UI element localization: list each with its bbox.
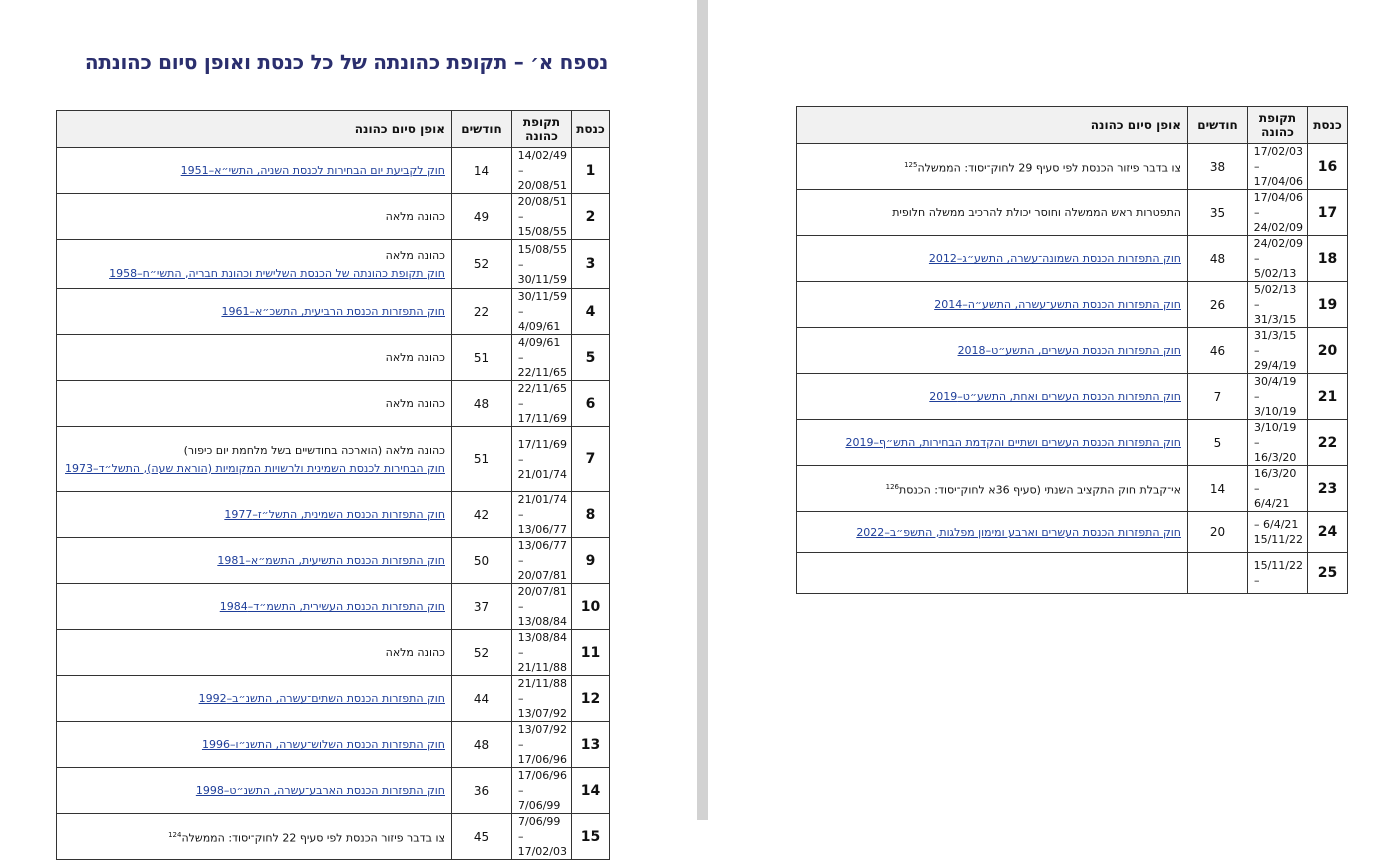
end-method bbox=[57, 427, 452, 492]
end-method bbox=[797, 553, 1188, 594]
header-months: חודשים bbox=[1188, 107, 1248, 144]
end-method bbox=[57, 240, 452, 289]
knesset-number: 15 bbox=[572, 814, 610, 860]
term-months: 48 bbox=[1188, 236, 1248, 282]
term-months: 36 bbox=[452, 768, 512, 814]
term-start: 13/06/77 – bbox=[517, 539, 567, 567]
term-end: 17/06/96 bbox=[517, 753, 567, 766]
end-method-label: צו בדבר פיזור הכנסת לפי סעיף 22 לחוק־יסוד: הממשלה bbox=[181, 831, 445, 845]
term-period bbox=[512, 722, 572, 768]
law-link[interactable] bbox=[801, 297, 1181, 312]
footnote-ref: 126 bbox=[885, 482, 899, 491]
term-period bbox=[1248, 190, 1308, 236]
term-end: 13/08/84 bbox=[517, 615, 567, 628]
header-period: תקופת כהונה bbox=[512, 111, 572, 148]
term-period bbox=[512, 240, 572, 289]
term-start: 16/3/20 – bbox=[1254, 467, 1297, 495]
term-months bbox=[1188, 553, 1248, 594]
term-end: 4/09/61 bbox=[518, 320, 561, 333]
term-end: 17/02/03 bbox=[517, 845, 567, 858]
end-method-label: חוק התפזרות הכנסת הרביעית, התשכ״א–1961 bbox=[221, 305, 445, 318]
term-start: 31/3/15 – bbox=[1254, 329, 1297, 357]
page-gutter bbox=[697, 0, 708, 820]
term-start: 30/11/59 – bbox=[517, 290, 567, 318]
end-method bbox=[57, 584, 452, 630]
right-page bbox=[708, 0, 1400, 820]
end-method-text bbox=[801, 205, 1181, 220]
end-method-label: התפטרות ראש הממשלה וחוסר יכולת להרכיב ממשלה חלופית bbox=[892, 206, 1181, 219]
footnote-ref: 125 bbox=[904, 160, 918, 169]
term-end: 15/11/22 bbox=[1253, 533, 1303, 546]
end-method bbox=[57, 289, 452, 335]
term-end: 20/08/51 bbox=[517, 179, 567, 192]
end-method-label: חוק התפזרות הכנסת העשרים וארבע ומימון מפלגות, התשפ״ב–2022 bbox=[856, 525, 1181, 539]
end-method bbox=[57, 381, 452, 427]
term-period bbox=[512, 289, 572, 335]
term-months: 52 bbox=[452, 630, 512, 676]
knesset-number: 23 bbox=[1308, 466, 1348, 512]
table-row bbox=[57, 814, 610, 860]
table-row bbox=[57, 194, 610, 240]
header-knesset: כנסת bbox=[1308, 107, 1348, 144]
end-method bbox=[57, 492, 452, 538]
table-row bbox=[57, 584, 610, 630]
table-row bbox=[797, 190, 1348, 236]
law-link[interactable] bbox=[61, 266, 445, 281]
knesset-number: 10 bbox=[572, 584, 610, 630]
term-months: 20 bbox=[1188, 512, 1248, 553]
term-end: 5/02/13 bbox=[1254, 267, 1297, 280]
term-months: 46 bbox=[1188, 328, 1248, 374]
knesset-number: 3 bbox=[572, 240, 610, 289]
term-months: 7 bbox=[1188, 374, 1248, 420]
term-period bbox=[512, 584, 572, 630]
knesset-number: 17 bbox=[1308, 190, 1348, 236]
law-link[interactable] bbox=[61, 599, 445, 614]
knesset-number: 14 bbox=[572, 768, 610, 814]
term-period bbox=[512, 427, 572, 492]
term-end: 17/11/69 bbox=[517, 412, 567, 425]
term-period bbox=[512, 676, 572, 722]
term-period bbox=[1248, 374, 1308, 420]
term-end: 22/11/65 bbox=[517, 366, 567, 379]
table-row bbox=[57, 492, 610, 538]
end-method-text bbox=[61, 828, 445, 846]
term-months: 37 bbox=[452, 584, 512, 630]
term-period bbox=[1248, 553, 1308, 594]
term-months: 51 bbox=[452, 335, 512, 381]
knesset-number: 12 bbox=[572, 676, 610, 722]
end-method-label: כהונה מלאה bbox=[385, 210, 445, 223]
term-start: 13/08/84 – bbox=[517, 631, 567, 659]
knesset-number: 9 bbox=[572, 538, 610, 584]
knesset-number: 11 bbox=[572, 630, 610, 676]
table-row bbox=[57, 630, 610, 676]
header-end-method: אופן סיום כהונה bbox=[57, 111, 452, 148]
knesset-number: 21 bbox=[1308, 374, 1348, 420]
knesset-number: 4 bbox=[572, 289, 610, 335]
end-method bbox=[797, 190, 1188, 236]
law-link[interactable] bbox=[61, 737, 445, 752]
table-header-row bbox=[797, 107, 1348, 144]
term-period bbox=[512, 538, 572, 584]
term-start: 4/09/61 – bbox=[518, 336, 561, 364]
term-end: 20/07/81 bbox=[517, 569, 567, 582]
table-row bbox=[57, 768, 610, 814]
term-start: 14/02/49 – bbox=[517, 149, 567, 177]
footnote-ref: 124 bbox=[168, 830, 182, 839]
law-link[interactable] bbox=[801, 251, 1181, 266]
term-months: 52 bbox=[452, 240, 512, 289]
term-months: 44 bbox=[452, 676, 512, 722]
knesset-number: 6 bbox=[572, 381, 610, 427]
end-method-label: כהונה מלאה (הוארכה בחודשיים בשל מלחמת יום כיפור) bbox=[183, 443, 445, 457]
term-end: 15/08/55 bbox=[517, 225, 567, 238]
term-months: 14 bbox=[452, 148, 512, 194]
term-months: 49 bbox=[452, 194, 512, 240]
term-end: 17/04/06 bbox=[1253, 175, 1303, 188]
end-method bbox=[57, 335, 452, 381]
end-method-text bbox=[61, 209, 445, 224]
term-end: 21/01/74 bbox=[517, 467, 567, 481]
knesset-number: 2 bbox=[572, 194, 610, 240]
law-link[interactable] bbox=[61, 461, 445, 476]
term-period bbox=[512, 194, 572, 240]
table-row bbox=[57, 148, 610, 194]
knesset-table-left bbox=[56, 110, 610, 860]
law-link[interactable] bbox=[61, 553, 445, 568]
end-method-label: חוק התפזרות הכנסת העשרים ואחת, התשע״ט–2019 bbox=[929, 390, 1181, 403]
term-end: 13/07/92 bbox=[517, 707, 567, 720]
table-row bbox=[57, 289, 610, 335]
table-row bbox=[57, 722, 610, 768]
term-period bbox=[512, 335, 572, 381]
end-method-label: חוק התפזרות הכנסת השמונה־עשרה, התשע״ג–2012 bbox=[928, 252, 1181, 265]
term-months: 5 bbox=[1188, 420, 1248, 466]
term-period bbox=[1248, 466, 1308, 512]
end-method bbox=[797, 328, 1188, 374]
term-start: 15/11/22 – bbox=[1253, 559, 1303, 587]
table-row bbox=[57, 676, 610, 722]
term-end: 30/11/59 bbox=[517, 272, 567, 286]
term-period bbox=[1248, 328, 1308, 374]
header-knesset: כנסת bbox=[572, 111, 610, 148]
knesset-number: 1 bbox=[572, 148, 610, 194]
knesset-number: 24 bbox=[1308, 512, 1348, 553]
term-start: 20/07/81 – bbox=[517, 585, 567, 613]
table-row bbox=[797, 236, 1348, 282]
knesset-number: 7 bbox=[572, 427, 610, 492]
term-period bbox=[1248, 512, 1308, 553]
end-method-label: חוק התפזרות הכנסת התשיעית, התשמ״א–1981 bbox=[217, 554, 445, 567]
end-method-label: חוק התפזרות הכנסת השמינית, התשל״ז–1977 bbox=[224, 508, 445, 521]
term-months: 48 bbox=[452, 722, 512, 768]
end-method-label: חוק התפזרות הכנסת השתים־עשרה, התשנ״ב–1992 bbox=[198, 692, 445, 705]
term-end: 31/3/15 bbox=[1254, 313, 1297, 326]
knesset-number: 25 bbox=[1308, 553, 1348, 594]
term-months: 22 bbox=[452, 289, 512, 335]
term-end: 13/06/77 bbox=[517, 523, 567, 536]
knesset-number: 22 bbox=[1308, 420, 1348, 466]
header-end-method: אופן סיום כהונה bbox=[797, 107, 1188, 144]
end-method bbox=[797, 420, 1188, 466]
end-method-label: כהונה מלאה bbox=[385, 646, 445, 659]
term-start: 7/06/99 – bbox=[518, 815, 561, 843]
end-method bbox=[797, 512, 1188, 553]
term-months: 50 bbox=[452, 538, 512, 584]
end-method bbox=[797, 374, 1188, 420]
end-method-text bbox=[61, 396, 445, 411]
term-period bbox=[512, 814, 572, 860]
term-period bbox=[512, 630, 572, 676]
term-start: 17/06/96 – bbox=[517, 769, 567, 797]
term-start: 17/11/69 – bbox=[517, 437, 567, 466]
end-method bbox=[797, 144, 1188, 190]
end-method bbox=[57, 194, 452, 240]
term-start: 21/01/74 – bbox=[517, 493, 567, 521]
knesset-number: 5 bbox=[572, 335, 610, 381]
term-period bbox=[512, 492, 572, 538]
end-method bbox=[797, 466, 1188, 512]
end-method-label: כהונה מלאה bbox=[385, 397, 445, 410]
term-end: 6/4/21 bbox=[1254, 497, 1290, 510]
knesset-number: 18 bbox=[1308, 236, 1348, 282]
term-months: 48 bbox=[452, 381, 512, 427]
table-body-right bbox=[797, 144, 1348, 594]
end-method-text bbox=[61, 645, 445, 660]
term-end: 7/06/99 bbox=[518, 799, 561, 812]
end-method-text bbox=[61, 350, 445, 365]
end-method bbox=[57, 630, 452, 676]
term-end: 24/02/09 bbox=[1253, 221, 1303, 234]
law-link[interactable] bbox=[61, 691, 445, 706]
term-months: 38 bbox=[1188, 144, 1248, 190]
table-row bbox=[797, 553, 1348, 594]
term-start: 13/07/92 – bbox=[517, 723, 567, 751]
end-method-label: כהונה מלאה bbox=[385, 351, 445, 364]
table-row bbox=[797, 328, 1348, 374]
term-start: 17/02/03 – bbox=[1253, 145, 1303, 173]
term-months: 42 bbox=[452, 492, 512, 538]
term-start: 20/08/51 – bbox=[517, 195, 567, 223]
end-method-label: חוק תקופת כהונתה של הכנסת השלישית וכהונת חבריה, התשי״ח–1958 bbox=[109, 266, 445, 280]
term-start: 30/4/19 – bbox=[1254, 375, 1297, 403]
table-row bbox=[797, 420, 1348, 466]
knesset-number: 16 bbox=[1308, 144, 1348, 190]
term-end: 21/11/88 bbox=[517, 661, 567, 674]
term-end: 16/3/20 bbox=[1254, 451, 1297, 464]
knesset-number: 20 bbox=[1308, 328, 1348, 374]
end-method-text bbox=[61, 248, 445, 263]
term-period bbox=[512, 381, 572, 427]
end-method-label: חוק התפזרות הכנסת הארבע־עשרה, התשנ״ט–1998 bbox=[195, 784, 445, 797]
table-row bbox=[797, 282, 1348, 328]
table-body-left bbox=[57, 148, 610, 860]
end-method-text bbox=[801, 158, 1181, 176]
end-method-label: צו בדבר פיזור הכנסת לפי סעיף 29 לחוק־יסוד: הממשלה bbox=[917, 161, 1181, 175]
knesset-number: 8 bbox=[572, 492, 610, 538]
term-months: 26 bbox=[1188, 282, 1248, 328]
end-method-label: חוק התפזרות הכנסת העשרים ושתיים והקדמת הבחירות, התש״ף–2019 bbox=[845, 436, 1181, 449]
term-months: 14 bbox=[1188, 466, 1248, 512]
term-months: 45 bbox=[452, 814, 512, 860]
end-method bbox=[57, 768, 452, 814]
law-link[interactable] bbox=[801, 343, 1181, 358]
law-link[interactable] bbox=[801, 525, 1181, 540]
end-method-label: חוק התפזרות הכנסת השלוש־עשרה, התשנ״ו–1996 bbox=[201, 738, 445, 751]
term-start: 15/08/55 – bbox=[517, 242, 567, 271]
end-method-label: אי־קבלת חוק התקציב השנתי (סעיף 36א לחוק־יסוד: הכנסת bbox=[899, 483, 1181, 497]
term-period bbox=[512, 148, 572, 194]
end-method bbox=[797, 282, 1188, 328]
term-start: 17/04/06 – bbox=[1253, 191, 1303, 219]
table-row bbox=[57, 427, 610, 492]
term-start: 3/10/19 – bbox=[1254, 421, 1297, 449]
end-method-label: כהונה מלאה bbox=[385, 248, 445, 262]
law-link[interactable] bbox=[61, 163, 445, 178]
table-row bbox=[57, 381, 610, 427]
table-row bbox=[797, 466, 1348, 512]
table-row bbox=[57, 240, 610, 289]
end-method-label: חוק התפזרות הכנסת העשרים, התשע״ט–2018 bbox=[957, 344, 1181, 357]
law-link[interactable] bbox=[61, 304, 445, 319]
term-start: 5/02/13 – bbox=[1254, 283, 1297, 311]
term-months: 35 bbox=[1188, 190, 1248, 236]
term-period bbox=[1248, 236, 1308, 282]
end-method-label: חוק לקביעת יום הבחירות לכנסת השניה, התשי״א–1951 bbox=[180, 164, 445, 177]
law-link[interactable] bbox=[61, 507, 445, 522]
end-method bbox=[797, 236, 1188, 282]
law-link[interactable] bbox=[61, 783, 445, 798]
table-header-row bbox=[57, 111, 610, 148]
end-method-label: חוק הבחירות לכנסת השמינית ולרשויות המקומיות (הוראת שעה), התשל״ד–1973 bbox=[65, 461, 445, 475]
term-end: 3/10/19 bbox=[1254, 405, 1297, 418]
end-method bbox=[57, 538, 452, 584]
end-method-label: חוק התפזרות הכנסת העשירית, התשמ״ד–1984 bbox=[219, 600, 445, 613]
term-start: 21/11/88 – bbox=[517, 677, 567, 705]
knesset-number: 19 bbox=[1308, 282, 1348, 328]
end-method bbox=[57, 148, 452, 194]
end-method-text bbox=[801, 480, 1181, 498]
left-page bbox=[0, 0, 697, 858]
end-method bbox=[57, 814, 452, 860]
end-method bbox=[57, 722, 452, 768]
term-period bbox=[1248, 144, 1308, 190]
term-end: 29/4/19 bbox=[1254, 359, 1297, 372]
law-link[interactable] bbox=[801, 389, 1181, 404]
term-period bbox=[1248, 282, 1308, 328]
knesset-number: 13 bbox=[572, 722, 610, 768]
term-period bbox=[1248, 420, 1308, 466]
knesset-table-right bbox=[796, 106, 1348, 594]
header-period: תקופת כהונה bbox=[1248, 107, 1308, 144]
table-row bbox=[57, 538, 610, 584]
header-months: חודשים bbox=[452, 111, 512, 148]
law-link[interactable] bbox=[801, 435, 1181, 450]
table-row bbox=[797, 512, 1348, 553]
end-method-label: חוק התפזרות הכנסת התשע־עשרה, התשע״ה–2014 bbox=[934, 298, 1181, 311]
term-start: 6/4/21 – bbox=[1254, 518, 1299, 531]
term-start: 24/02/09 – bbox=[1253, 237, 1303, 265]
term-months: 51 bbox=[452, 427, 512, 492]
term-start: 22/11/65 – bbox=[517, 382, 567, 410]
table-row bbox=[57, 335, 610, 381]
table-row bbox=[797, 144, 1348, 190]
end-method bbox=[57, 676, 452, 722]
term-period bbox=[512, 768, 572, 814]
table-row bbox=[797, 374, 1348, 420]
end-method-text bbox=[61, 443, 445, 458]
appendix-title: נספח א׳ – תקופת כהונתה של כל כנסת ואופן סיום כהונתה bbox=[84, 50, 608, 74]
